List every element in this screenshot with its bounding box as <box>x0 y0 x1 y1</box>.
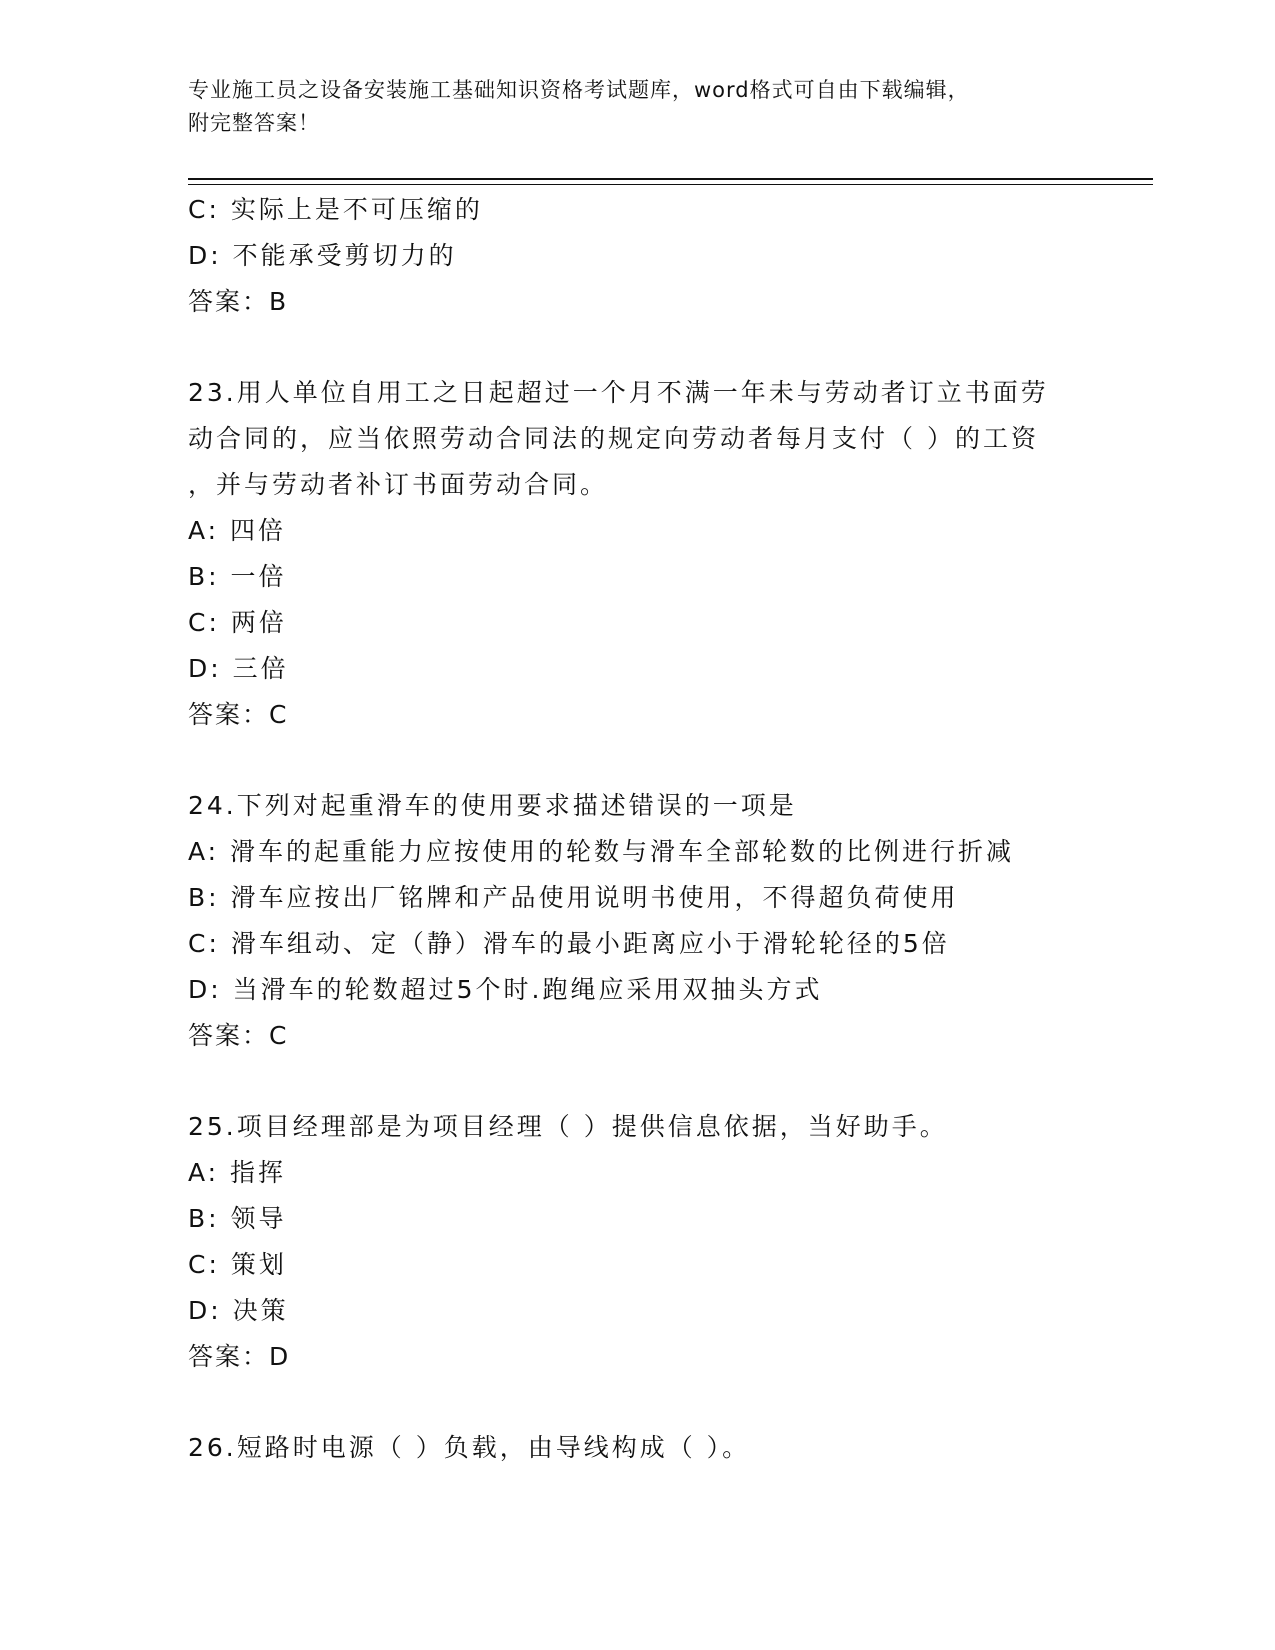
option-a: A: 指挥 <box>188 1158 287 1187</box>
question-24 <box>188 783 1153 1059</box>
option-c: C: 滑车组动、定（静）滑车的最小距离应小于滑轮轮径的5倍 <box>188 929 950 958</box>
option-d: D: 当滑车的轮数超过5个时.跑绳应采用双抽头方式 <box>188 975 823 1004</box>
spacer <box>188 1380 1153 1425</box>
option-d: D: 三倍 <box>188 654 289 683</box>
option-c: C: 两倍 <box>188 608 287 637</box>
option-a: A: 滑车的起重能力应按使用的轮数与滑车全部轮数的比例进行折减 <box>188 837 1015 866</box>
option-a: A: 四倍 <box>188 516 287 545</box>
question-stem-line-1: 26.短路时电源（ ）负载，由导线构成（ ）。 <box>188 1433 751 1462</box>
header-divider-thin <box>188 184 1153 185</box>
question-stem-line-1: 25.项目经理部是为项目经理（ ）提供信息依据，当好助手。 <box>188 1112 948 1141</box>
question-stem-line-2: 动合同的，应当依照劳动合同法的规定向劳动者每月支付（ ）的工资 <box>188 424 1039 453</box>
option-b: B: 滑车应按出厂铭牌和产品使用说明书使用，不得超负荷使用 <box>188 883 959 912</box>
option-b: B: 一倍 <box>188 562 287 591</box>
question-stem-line-1: 24.下列对起重滑车的使用要求描述错误的一项是 <box>188 791 797 820</box>
spacer <box>188 738 1153 783</box>
option-c: C: 实际上是不可压缩的 <box>188 195 483 224</box>
option-c: C: 策划 <box>188 1250 287 1279</box>
answer-line: 答案：D <box>188 1342 291 1371</box>
answer-line: 答案：C <box>188 1021 289 1050</box>
question-26 <box>188 1425 1153 1471</box>
answer-line: 答案：B <box>188 287 289 316</box>
option-d: D: 决策 <box>188 1296 289 1325</box>
question-stem-line-1: 23.用人单位自用工之日起超过一个月不满一年未与劳动者订立书面劳 <box>188 378 1049 407</box>
spacer <box>188 1059 1153 1104</box>
option-b: B: 领导 <box>188 1204 287 1233</box>
header-title-line-2: 附完整答案！ <box>188 111 320 135</box>
option-d: D: 不能承受剪切力的 <box>188 241 457 270</box>
header-title-line-1: 专业施工员之设备安装施工基础知识资格考试题库，word格式可自由下载编辑， <box>188 78 970 102</box>
question-25 <box>188 1104 1153 1380</box>
page-header <box>188 74 1088 140</box>
answer-line: 答案：C <box>188 700 289 729</box>
question-23 <box>188 370 1153 738</box>
spacer <box>188 325 1153 370</box>
question-stem-line-3: ，并与劳动者补订书面劳动合同。 <box>188 470 609 499</box>
question-list <box>188 187 1153 1471</box>
question-22-tail <box>188 187 1153 325</box>
header-divider-thick <box>188 178 1153 180</box>
